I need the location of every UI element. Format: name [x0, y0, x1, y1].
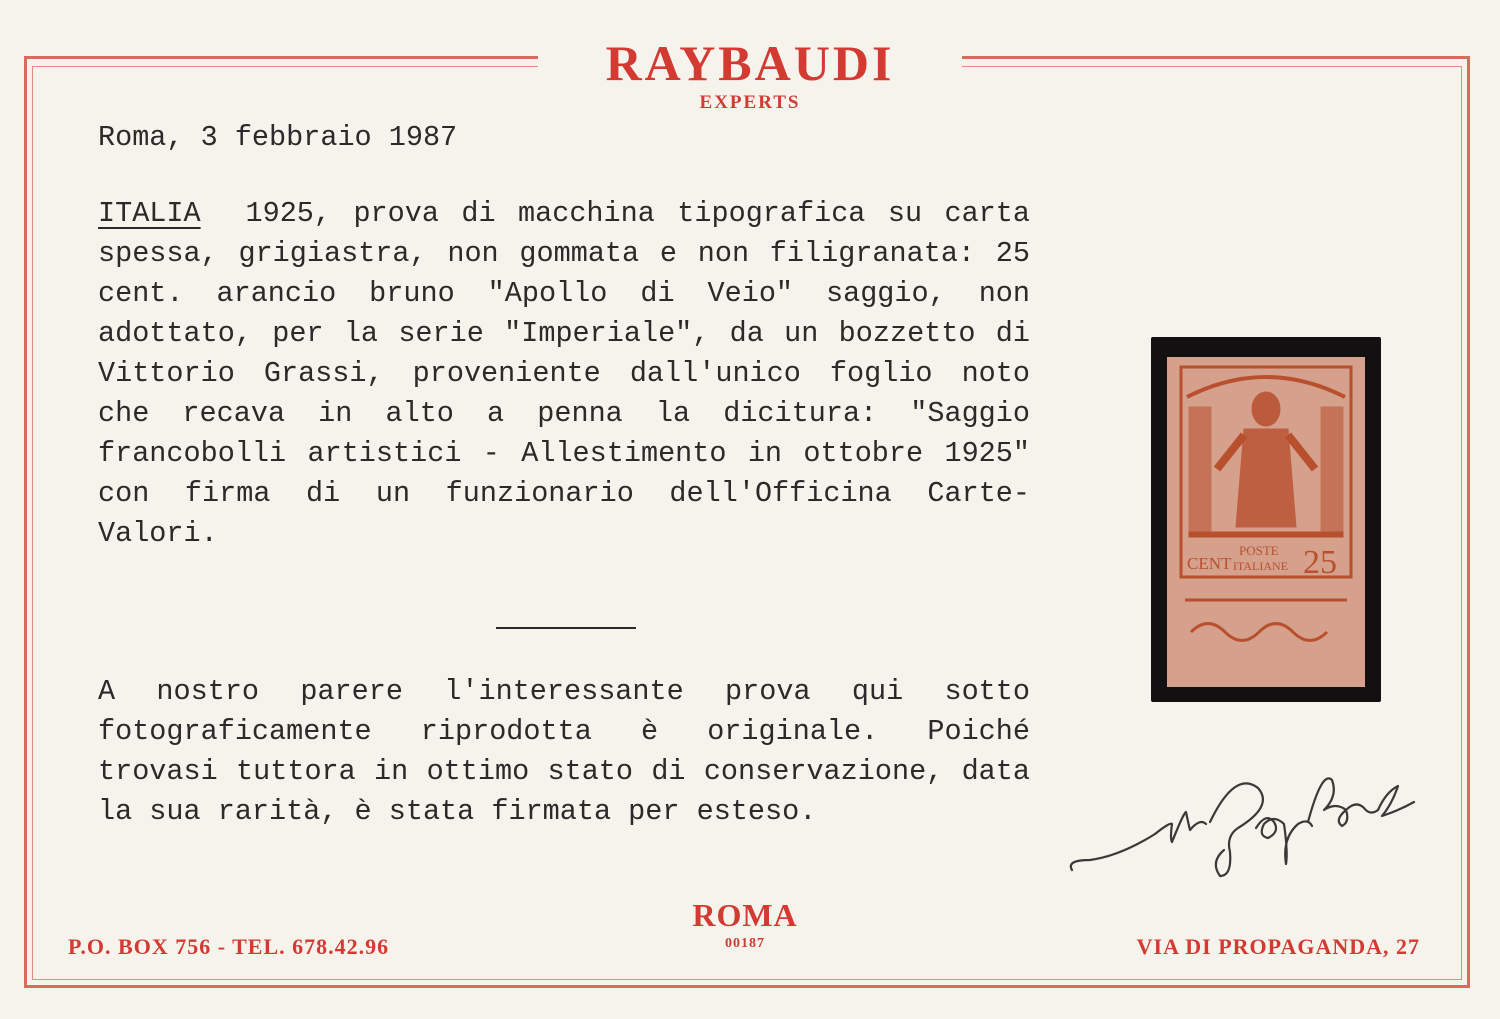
footer-contact: P.O. BOX 756 - TEL. 678.42.96 — [68, 934, 390, 959]
stamp-value: 25 — [1303, 544, 1337, 581]
expert-signature — [1060, 752, 1440, 902]
stamp-photo — [1151, 337, 1381, 702]
apollo-head — [1252, 392, 1280, 426]
apollo-body — [1236, 429, 1296, 527]
stamp-cent-label: CENT — [1187, 554, 1232, 573]
description-text: 1925, prova di macchina tipografica su carta spessa, grigiastra, non gommata e non filigranata: 25 cent. arancio bruno "Apollo di Veio" saggio, non adottato, per la serie "Imperiale", da un bozzetto di Vittorio Grassi, proveniente dall'unico foglio noto che recava in alto a penna la dicitura: "Saggio francobolli artistici - Allestimento in ottobre 1925" con firma di un funzionario dell'Officina Carte-Valori. — [98, 197, 1030, 550]
footer-address: VIA DI PROPAGANDA, 27 — [1136, 934, 1420, 959]
footer-zip: 00187 — [725, 936, 765, 951]
footer-city: ROMA — [692, 897, 798, 933]
separator-line — [496, 627, 636, 629]
footer-city-block — [600, 898, 890, 952]
stamp-description — [98, 194, 1030, 554]
stamp-italiane-label: ITALIANE — [1233, 559, 1289, 573]
stamp-base — [1189, 532, 1343, 537]
expert-opinion: A nostro parere l'interessante prova qui sotto fotograficamente riprodotta è originale. Poiché trovasi tuttora in ottimo stato di conservazione, data la sua rarità, è stata firmata per esteso. — [98, 675, 1030, 828]
brand-subtitle: EXPERTS — [699, 92, 801, 113]
stamp-image — [1151, 337, 1381, 702]
country-name: ITALIA — [98, 197, 201, 230]
brand-title: RAYBAUDI — [605, 35, 895, 91]
certificate-date: Roma, 3 febbraio 1987 — [98, 121, 458, 154]
stamp-column-left — [1189, 407, 1211, 532]
stamp-column-right — [1321, 407, 1343, 532]
stamp-poste-label: POSTE — [1239, 543, 1279, 558]
